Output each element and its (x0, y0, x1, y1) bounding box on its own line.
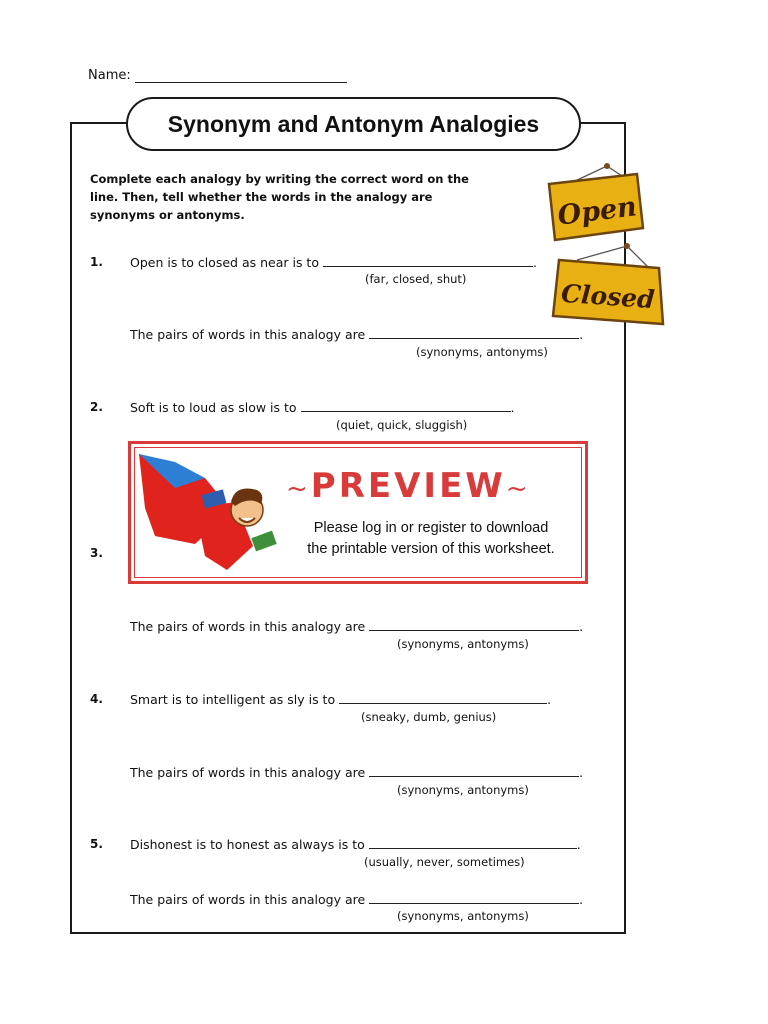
question-4: Smart is to intelligent as sly is to . (130, 692, 552, 707)
pairs-blank-5[interactable] (369, 891, 579, 904)
answer-blank-5[interactable] (369, 836, 577, 849)
closed-sign (553, 243, 663, 324)
answer-blank-2[interactable] (301, 399, 511, 412)
question-text: Smart is to intelligent as sly is to (130, 692, 336, 707)
name-label: Name: (88, 68, 131, 83)
pairs-choices: (synonyms, antonyms) (397, 909, 529, 923)
pairs-choices: (synonyms, antonyms) (416, 345, 548, 359)
instructions: Complete each analogy by writing the correct word on the line. Then, tell whether the words in the analogy are synonyms or antonyms. (90, 172, 469, 222)
pairs-blank-1[interactable] (369, 326, 579, 339)
preview-line-2: the printable version of this worksheet. (307, 541, 555, 557)
question-text: Soft is to loud as slow is to (130, 400, 297, 415)
answer-choices: (sneaky, dumb, genius) (361, 710, 497, 724)
question-number: 4. (90, 692, 103, 706)
answer-choices: (quiet, quick, sluggish) (336, 418, 468, 432)
superhero-mascot-image (135, 448, 285, 580)
question-1: Open is to closed as near is to . (130, 255, 537, 270)
pairs-row-1: The pairs of words in this analogy are . (130, 327, 584, 342)
pairs-prompt: The pairs of words in this analogy are (130, 765, 366, 780)
question-number: 1. (90, 255, 103, 269)
question-text: Open is to closed as near is to (130, 255, 319, 270)
pairs-row-3: The pairs of words in this analogy are . (130, 619, 584, 634)
pairs-prompt: The pairs of words in this analogy are (130, 892, 366, 907)
question-number: 3. (90, 546, 103, 560)
question-text: Dishonest is to honest as always is to (130, 837, 365, 852)
pairs-row-5: The pairs of words in this analogy are . (130, 892, 584, 907)
answer-choices: (far, closed, shut) (365, 272, 467, 286)
preview-message (281, 518, 581, 560)
answer-blank-1[interactable] (323, 254, 533, 267)
hanging-signs-image (545, 160, 675, 350)
open-sign (549, 163, 643, 240)
title-banner (126, 97, 581, 151)
closed-sign-text: Closed (560, 278, 656, 315)
worksheet-title: Synonym and Antonym Analogies (167, 110, 540, 137)
preview-title: ~PREVIEW~ (286, 466, 531, 506)
pairs-row-4: The pairs of words in this analogy are . (130, 765, 584, 780)
pairs-blank-4[interactable] (369, 764, 579, 777)
answer-choices: (usually, never, sometimes) (364, 855, 525, 869)
pairs-blank-3[interactable] (369, 618, 579, 631)
open-sign-text: Open (555, 191, 639, 232)
question-5: Dishonest is to honest as always is to . (130, 837, 581, 852)
money-icon (251, 531, 276, 552)
preview-banner[interactable] (128, 441, 588, 584)
question-2: Soft is to loud as slow is to . (130, 400, 515, 415)
preview-line-1: Please log in or register to download (313, 520, 549, 536)
name-blank[interactable] (135, 82, 347, 83)
pairs-prompt: The pairs of words in this analogy are (130, 619, 366, 634)
pairs-choices: (synonyms, antonyms) (397, 783, 529, 797)
pairs-choices: (synonyms, antonyms) (397, 637, 529, 651)
question-number: 5. (90, 837, 103, 851)
answer-blank-4[interactable] (339, 691, 547, 704)
pairs-prompt: The pairs of words in this analogy are (130, 327, 366, 342)
question-number: 2. (90, 400, 103, 414)
